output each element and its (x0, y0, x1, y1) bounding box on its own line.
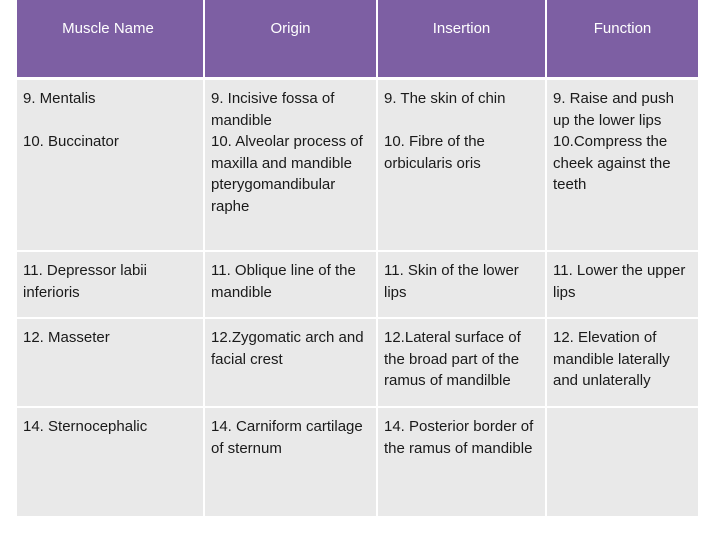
cell-muscle: 12. Masseter (17, 318, 204, 407)
cell-origin: 14. Carniform cartilage of sternum (204, 407, 377, 517)
cell-insertion: 9. The skin of chin 10. Fibre of the orbicularis oris (377, 79, 546, 252)
cell-insertion: 12.Lateral surface of the broad part of the ramus of mandilble (377, 318, 546, 407)
cell-muscle: 14. Sternocephalic (17, 407, 204, 517)
muscle-table (17, 0, 698, 518)
cell-insertion: 11. Skin of the lower lips (377, 251, 546, 318)
header-function: Function (546, 0, 698, 79)
cell-function (546, 407, 698, 517)
cell-muscle: 9. Mentalis 10. Buccinator (17, 79, 204, 252)
cell-origin: 12.Zygomatic arch and facial crest (204, 318, 377, 407)
header-insertion: Insertion (377, 0, 546, 79)
cell-function: 12. Elevation of mandible laterally and unlaterally (546, 318, 698, 407)
cell-muscle: 11. Depressor labii inferioris (17, 251, 204, 318)
table-row (17, 407, 698, 517)
table-row (17, 318, 698, 407)
cell-origin: 9. Incisive fossa of mandible 10. Alveolar process of maxilla and mandible pterygomandibular raphe (204, 79, 377, 252)
cell-origin: 11. Oblique line of the mandible (204, 251, 377, 318)
header-muscle-name: Muscle Name (17, 0, 204, 79)
table-row (17, 251, 698, 318)
cell-insertion: 14. Posterior border of the ramus of mandible (377, 407, 546, 517)
cell-function: 11. Lower the upper lips (546, 251, 698, 318)
header-origin: Origin (204, 0, 377, 79)
table-row (17, 79, 698, 252)
cell-function: 9. Raise and push up the lower lips 10.Compress the cheek against the teeth (546, 79, 698, 252)
header-row (17, 0, 698, 79)
